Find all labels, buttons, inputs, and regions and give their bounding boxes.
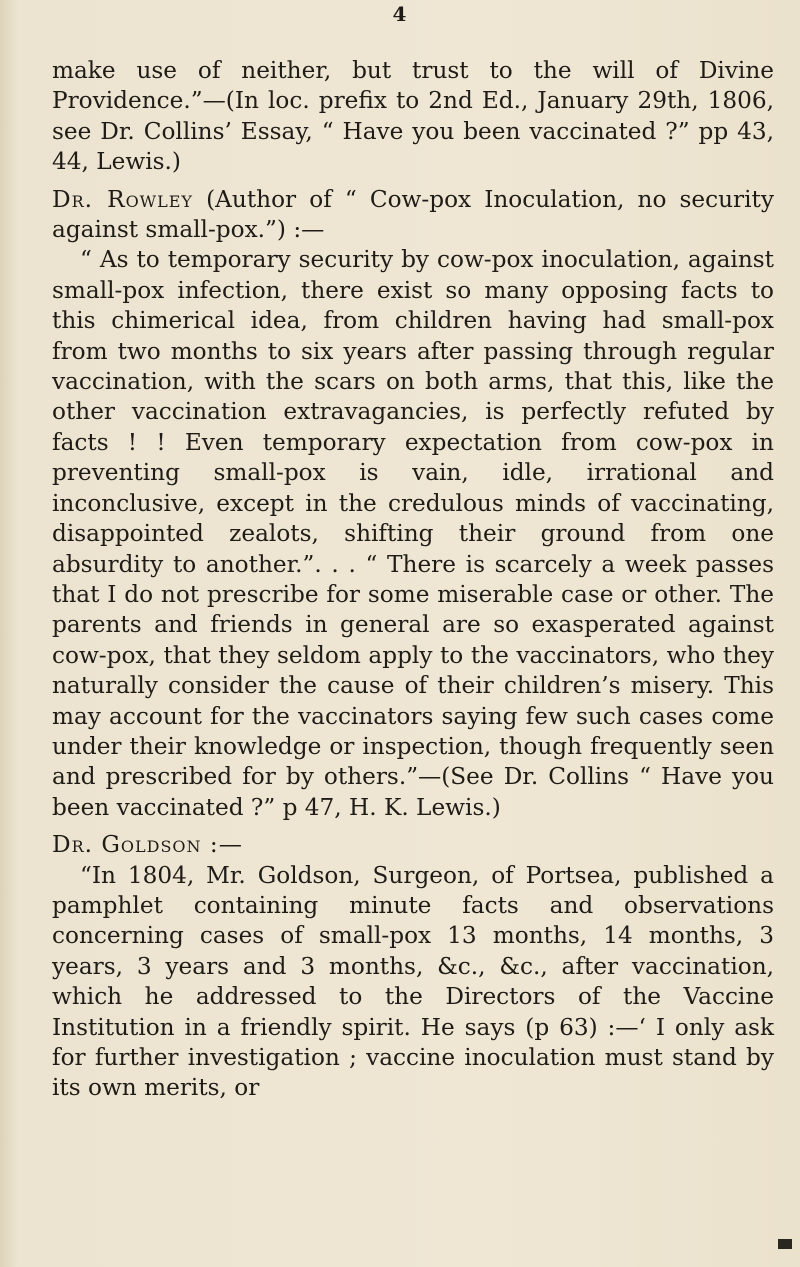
paragraph-continuation: make use of neither, but trust to the will of Divine Providence.”—(In loc. prefix to 2nd Ed., January 29th, 1806, see Dr. Collins’ Essay, “ Have you been vaccinated ?” pp 43, 44, Lewis.) [52, 57, 774, 176]
scan-edge-mark [778, 1239, 792, 1249]
spacer [52, 823, 774, 830]
page-number: 4 [392, 2, 408, 26]
author-name: Dr. Rowley [52, 185, 193, 213]
goldson-heading: Dr. Goldson :— [52, 831, 243, 859]
body-text [52, 56, 774, 1104]
author-note: (Author of “ Cow-pox Inoculation, no security against small-pox.”) :— [52, 185, 774, 244]
rowley-heading [52, 185, 774, 246]
goldson-quote: “In 1804, Mr. Goldson, Surgeon, of Portsea, published a pamphlet containing minute facts and observations concerning cases of small-pox 13 months, 14 months, 3 years, 3 years and 3 months, &c., &c., after vaccination, which he addressed to the Directors of the Vaccine Institution in a friendly spirit. He says (p 63) :—‘ I only ask for further investigation ; vaccine inoculation must stand by its own merits, or [52, 861, 774, 1102]
spacer [52, 178, 774, 185]
rowley-quote: “ As to temporary security by cow-pox inoculation, against small-pox infection, there exist so many opposing facts to this chimerical idea, from children having had small-pox from two months to six years after passing through regular vaccination, with the scars on both arms, that this, like the other vaccination extravagancies, is perfectly refuted by facts ! ! Even temporary expectation from cow-pox in preventing small-pox is vain, idle, irrational and inconclusive, except in the credulous minds of vaccinating, disappointed zealots, shifting their ground from one absurdity to another.”. . . “ There is scarcely a week passes that I do not prescribe for some miserable case or other. The parents and friends in general are so exasperated against cow-pox, that they seldom apply to the vaccinators, who they naturally consider the cause of their children’s misery. This may account for the vaccinators saying few such cases come under their knowledge or inspection, though frequently seen and prescribed for by others.”—(See Dr. Collins “ Have you been vaccinated ?” p 47, H. K. Lewis.) [52, 246, 774, 821]
